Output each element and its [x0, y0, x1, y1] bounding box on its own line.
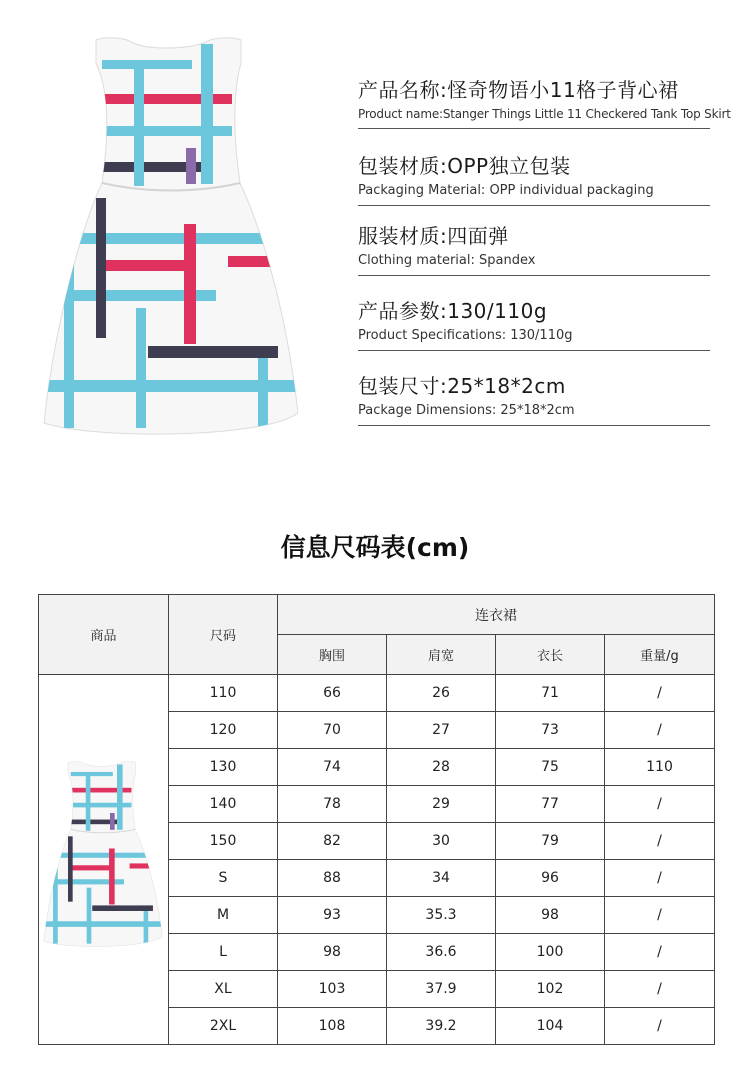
- cell-weight: /: [605, 712, 715, 749]
- cell-size: 150: [169, 823, 278, 860]
- info-en: Package Dimensions: 25*18*2cm: [358, 403, 575, 418]
- cell-shoulder: 30: [387, 823, 496, 860]
- cell-size: S: [169, 860, 278, 897]
- dress-thumbnail-illustration: [40, 752, 166, 958]
- cell-weight: /: [605, 860, 715, 897]
- cell-chest: 66: [278, 675, 387, 712]
- cell-weight: /: [605, 934, 715, 971]
- header-chest: 胸围: [278, 635, 387, 675]
- cell-size: 120: [169, 712, 278, 749]
- cell-shoulder: 29: [387, 786, 496, 823]
- cell-chest: 108: [278, 1008, 387, 1045]
- info-en: Clothing material: Spandex: [358, 253, 536, 268]
- cell-weight: /: [605, 971, 715, 1008]
- header-size: 尺码: [169, 595, 278, 675]
- cell-size: 2XL: [169, 1008, 278, 1045]
- info-en: Product name:Stanger Things Little 11 Checkered Tank Top Skirt: [358, 107, 731, 121]
- divider: [358, 128, 710, 129]
- cell-shoulder: 27: [387, 712, 496, 749]
- table-header-row: [39, 595, 715, 635]
- info-en: Packaging Material: OPP individual packaging: [358, 183, 654, 198]
- cell-chest: 70: [278, 712, 387, 749]
- cell-weight: /: [605, 897, 715, 934]
- cell-chest: 98: [278, 934, 387, 971]
- header-shoulder: 肩宽: [387, 635, 496, 675]
- info-cn: 包装材质:OPP独立包装: [358, 154, 571, 178]
- cell-size: XL: [169, 971, 278, 1008]
- cell-chest: 82: [278, 823, 387, 860]
- cell-shoulder: 28: [387, 749, 496, 786]
- product-photo: [36, 28, 306, 448]
- cell-weight: 110: [605, 749, 715, 786]
- cell-shoulder: 35.3: [387, 897, 496, 934]
- cell-size: M: [169, 897, 278, 934]
- cell-length: 77: [496, 786, 605, 823]
- info-cn: 包装尺寸:25*18*2cm: [358, 374, 566, 398]
- cell-length: 100: [496, 934, 605, 971]
- cell-chest: 78: [278, 786, 387, 823]
- divider: [358, 205, 710, 206]
- cell-chest: 103: [278, 971, 387, 1008]
- cell-length: 102: [496, 971, 605, 1008]
- info-specifications: [358, 295, 710, 351]
- size-chart-title: 信息尺码表(cm): [280, 533, 470, 562]
- cell-length: 75: [496, 749, 605, 786]
- cell-size: 110: [169, 675, 278, 712]
- cell-length: 73: [496, 712, 605, 749]
- cell-length: 79: [496, 823, 605, 860]
- cell-length: 96: [496, 860, 605, 897]
- table-row: [39, 675, 715, 712]
- cell-weight: /: [605, 786, 715, 823]
- header-group-dress: 连衣裙: [278, 595, 715, 635]
- cell-size: 140: [169, 786, 278, 823]
- info-en: Product Specifications: 130/110g: [358, 328, 573, 343]
- cell-weight: /: [605, 823, 715, 860]
- cell-shoulder: 34: [387, 860, 496, 897]
- header-weight: 重量/g: [605, 635, 715, 675]
- info-material: [358, 220, 710, 276]
- info-dimensions: [358, 370, 710, 426]
- divider: [358, 350, 710, 351]
- info-cn: 服装材质:四面弹: [358, 224, 509, 248]
- cell-chest: 93: [278, 897, 387, 934]
- cell-size: 130: [169, 749, 278, 786]
- header-length: 衣长: [496, 635, 605, 675]
- cell-chest: 88: [278, 860, 387, 897]
- cell-weight: /: [605, 1008, 715, 1045]
- cell-length: 71: [496, 675, 605, 712]
- header-product: 商品: [39, 595, 169, 675]
- cell-shoulder: 39.2: [387, 1008, 496, 1045]
- divider: [358, 275, 710, 276]
- dress-illustration: [36, 28, 306, 448]
- info-cn: 产品名称:怪奇物语小11格子背心裙: [358, 78, 679, 102]
- info-packaging: [358, 150, 710, 206]
- info-cn: 产品参数:130/110g: [358, 299, 548, 323]
- cell-shoulder: 36.6: [387, 934, 496, 971]
- cell-shoulder: 26: [387, 675, 496, 712]
- divider: [358, 425, 710, 426]
- cell-length: 98: [496, 897, 605, 934]
- cell-shoulder: 37.9: [387, 971, 496, 1008]
- cell-size: L: [169, 934, 278, 971]
- cell-weight: /: [605, 675, 715, 712]
- cell-chest: 74: [278, 749, 387, 786]
- cell-length: 104: [496, 1008, 605, 1045]
- product-thumbnail: [40, 752, 166, 958]
- info-product-name: [358, 74, 731, 129]
